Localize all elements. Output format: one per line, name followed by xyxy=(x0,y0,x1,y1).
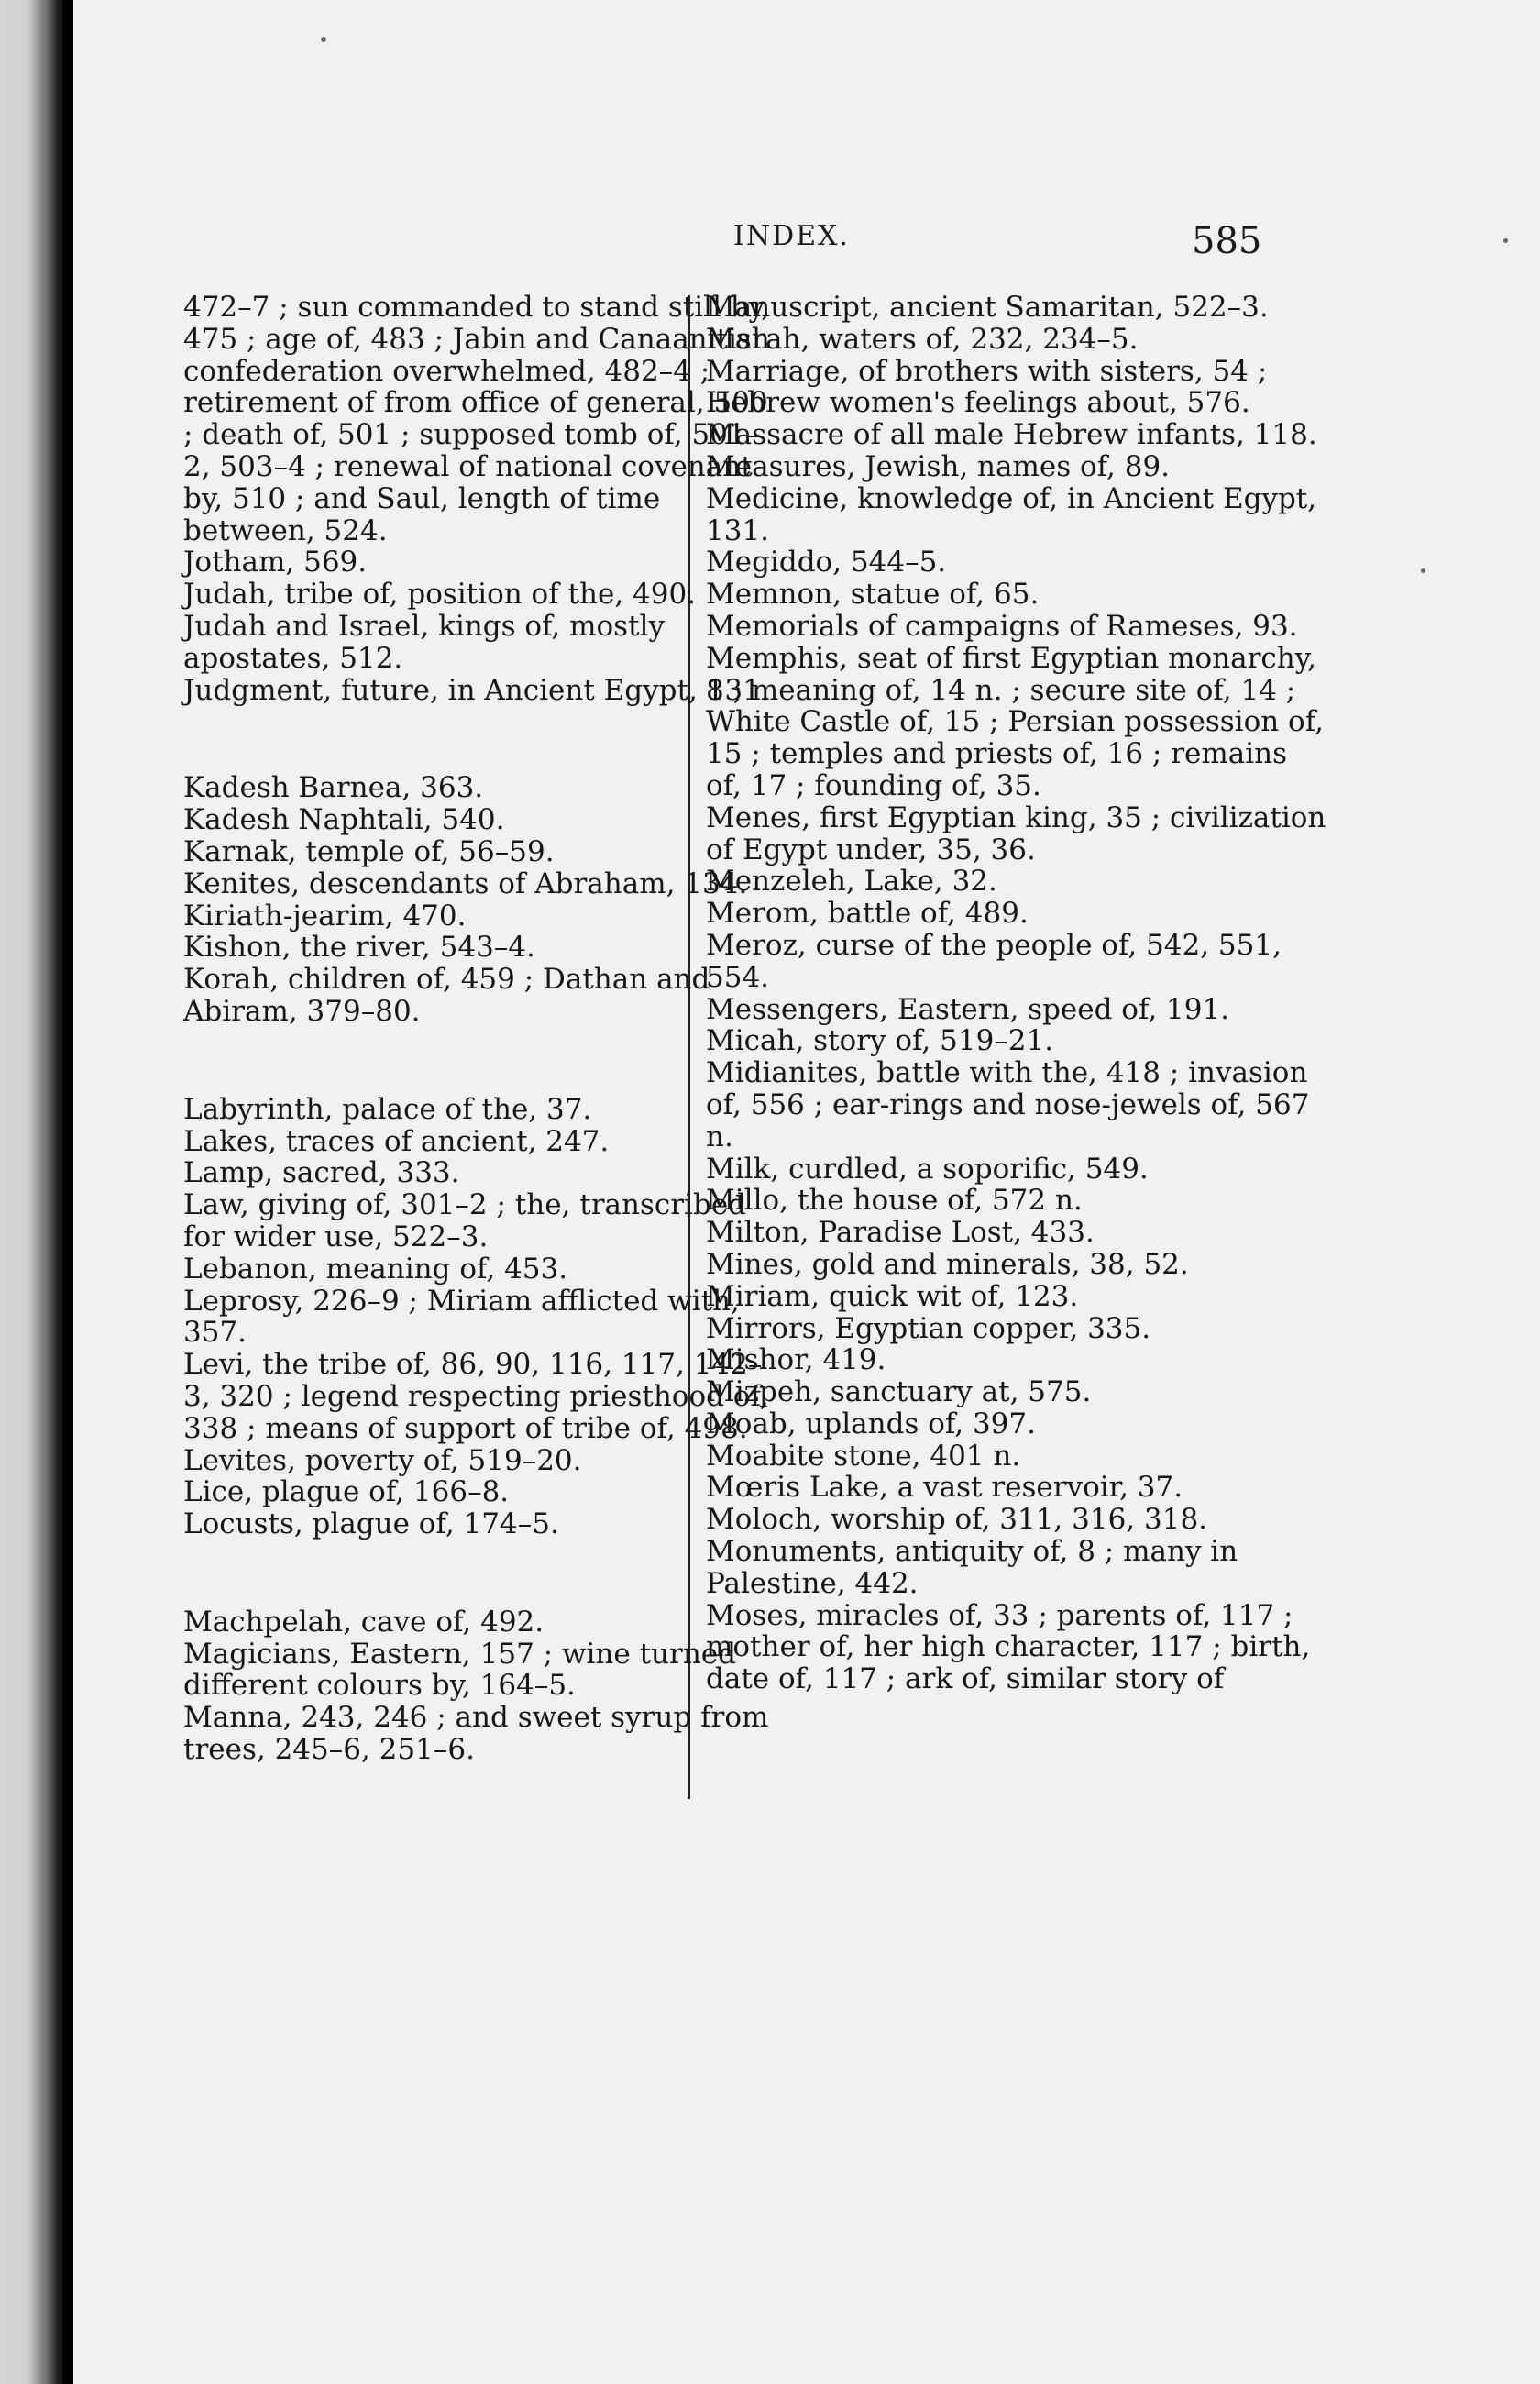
index-entry: Kenites, descendants of Abraham, 134. xyxy=(183,866,748,900)
index-entry: Lamp, sacred, 333. xyxy=(183,1156,460,1190)
running-header: INDEX. xyxy=(733,220,850,252)
index-entry: Marah, waters of, 232, 234–5. xyxy=(706,322,1138,356)
index-entry: Memphis, seat of first Egyptian monarchy, 8 ; meaning of, 14 n. ; secure site of, 14 ; White Castle of, 15 ; Persian possession of, 15 ; temples and priests of, 16 ; remains of, 17 ; founding of, 35. xyxy=(706,641,1324,802)
index-entry: Korah, children of, 459 ; Dathan and Abiram, 379–80. xyxy=(183,963,710,1028)
index-entry: Megiddo, 544–5. xyxy=(706,546,947,579)
page-number: 585 xyxy=(1192,220,1262,262)
index-entry: Miriam, quick wit of, 123. xyxy=(706,1279,1079,1313)
dust-speck xyxy=(1503,238,1508,243)
index-entry: Labyrinth, palace of the, 37. xyxy=(183,1092,592,1126)
index-entry: Milton, Paradise Lost, 433. xyxy=(706,1216,1094,1250)
index-entry: Monuments, antiquity of, 8 ; many in Palestine, 442. xyxy=(706,1535,1238,1600)
index-entry: Measures, Jewish, names of, 89. xyxy=(706,449,1171,483)
index-entry: Kadesh Naphtali, 540. xyxy=(183,803,505,837)
letter-group-gap xyxy=(183,706,779,772)
dust-speck xyxy=(321,37,326,42)
book-page xyxy=(73,0,1540,2384)
letter-group-gap xyxy=(183,1028,779,1094)
dust-speck xyxy=(1421,568,1425,573)
index-entry: Memnon, statue of, 65. xyxy=(706,578,1040,612)
index-entry: Law, giving of, 301–2 ; the, transcribed for wider use, 522–3. xyxy=(183,1188,747,1253)
index-entry: Lebanon, meaning of, 453. xyxy=(183,1252,568,1286)
index-entry: Mines, gold and minerals, 38, 52. xyxy=(706,1247,1189,1281)
index-entry: Mirrors, Egyptian copper, 335. xyxy=(706,1311,1151,1345)
index-entry: Meroz, curse of the people of, 542, 551, 554. xyxy=(706,928,1282,994)
index-entry: Manuscript, ancient Samaritan, 522–3. xyxy=(706,291,1269,324)
index-entry: Milk, curdled, a soporific, 549. xyxy=(706,1152,1149,1186)
index-entry: Judah and Israel, kings of, mostly apostates, 512. xyxy=(183,609,665,675)
scan-edge xyxy=(0,0,62,2384)
index-entry: Mizpeh, sanctuary at, 575. xyxy=(706,1375,1092,1409)
index-entry: 472–7 ; sun commanded to stand still by, 475 ; age of, 483 ; Jabin and Canaanitish confederation overwhelmed, 482–4 ; retirement of from office of general, 500 ; death of, 501 ; supposed tomb of, 501–2, 503–4 ; renewal of national covenant by, 510 ; and Saul, length of time between, 524. xyxy=(183,291,770,547)
index-entry: Locusts, plague of, 174–5. xyxy=(183,1507,559,1541)
index-entry: Moabite stone, 401 n. xyxy=(706,1439,1021,1473)
index-entry: Kadesh Barnea, 363. xyxy=(183,771,484,805)
index-column-right xyxy=(706,292,1329,1695)
letter-group-gap xyxy=(183,1540,779,1606)
index-entry: Karnak, temple of, 56–59. xyxy=(183,834,555,868)
index-entry: Levi, the tribe of, 86, 90, 116, 117, 142–3, 320 ; legend respecting priesthood of, 338 ; means of support of tribe of, 498. xyxy=(183,1348,769,1445)
index-entry: Menes, first Egyptian king, 35 ; civilization of Egypt under, 35, 36. xyxy=(706,800,1326,866)
index-entry: Medicine, knowledge of, in Ancient Egypt, 131. xyxy=(706,481,1317,547)
index-entry: Jotham, 569. xyxy=(183,546,368,579)
index-entry: Moloch, worship of, 311, 316, 318. xyxy=(706,1503,1208,1537)
index-column-left xyxy=(183,292,779,1766)
index-entry: Leprosy, 226–9 ; Miriam afflicted with, 357. xyxy=(183,1284,740,1350)
index-entry: Kishon, the river, 543–4. xyxy=(183,931,535,965)
index-entry: Millo, the house of, 572 n. xyxy=(706,1184,1083,1218)
index-entry: Menzeleh, Lake, 32. xyxy=(706,865,997,899)
index-entry: Mishor, 419. xyxy=(706,1343,886,1377)
index-entry: Midianites, battle with the, 418 ; invasion of, 556 ; ear-rings and nose-jewels of, 567 n. xyxy=(706,1056,1310,1153)
index-entry: Moab, uplands of, 397. xyxy=(706,1407,1036,1440)
index-entry: Kiriath-jearim, 470. xyxy=(183,899,467,933)
index-entry: Mœris Lake, a vast reservoir, 37. xyxy=(706,1471,1183,1505)
index-entry: Massacre of all male Hebrew infants, 118. xyxy=(706,418,1317,452)
index-entry: Judgment, future, in Ancient Egypt, 131. xyxy=(183,673,770,707)
index-entry: Memorials of campaigns of Rameses, 93. xyxy=(706,609,1298,643)
index-entry: Merom, battle of, 489. xyxy=(706,897,1028,931)
index-entry: Judah, tribe of, position of the, 490. xyxy=(183,578,697,612)
index-entry: Magicians, Eastern, 157 ; wine turned different colours by, 164–5. xyxy=(183,1637,736,1703)
index-entry: Levites, poverty of, 519–20. xyxy=(183,1443,582,1477)
index-entry: Lakes, traces of ancient, 247. xyxy=(183,1124,610,1158)
index-entry: Micah, story of, 519–21. xyxy=(706,1024,1054,1058)
index-entry: Marriage, of brothers with sisters, 54 ; Hebrew women's feelings about, 576. xyxy=(706,354,1268,420)
index-entry: Manna, 243, 246 ; and sweet syrup from trees, 245–6, 251–6. xyxy=(183,1701,769,1767)
index-entry: Lice, plague of, 166–8. xyxy=(183,1475,510,1509)
index-entry: Messengers, Eastern, speed of, 191. xyxy=(706,992,1230,1026)
index-entry: Moses, miracles of, 33 ; parents of, 117 ; mother of, her high character, 117 ; birth, date of, 117 ; ark of, similar story of xyxy=(706,1598,1311,1696)
index-entry: Machpelah, cave of, 492. xyxy=(183,1605,544,1639)
